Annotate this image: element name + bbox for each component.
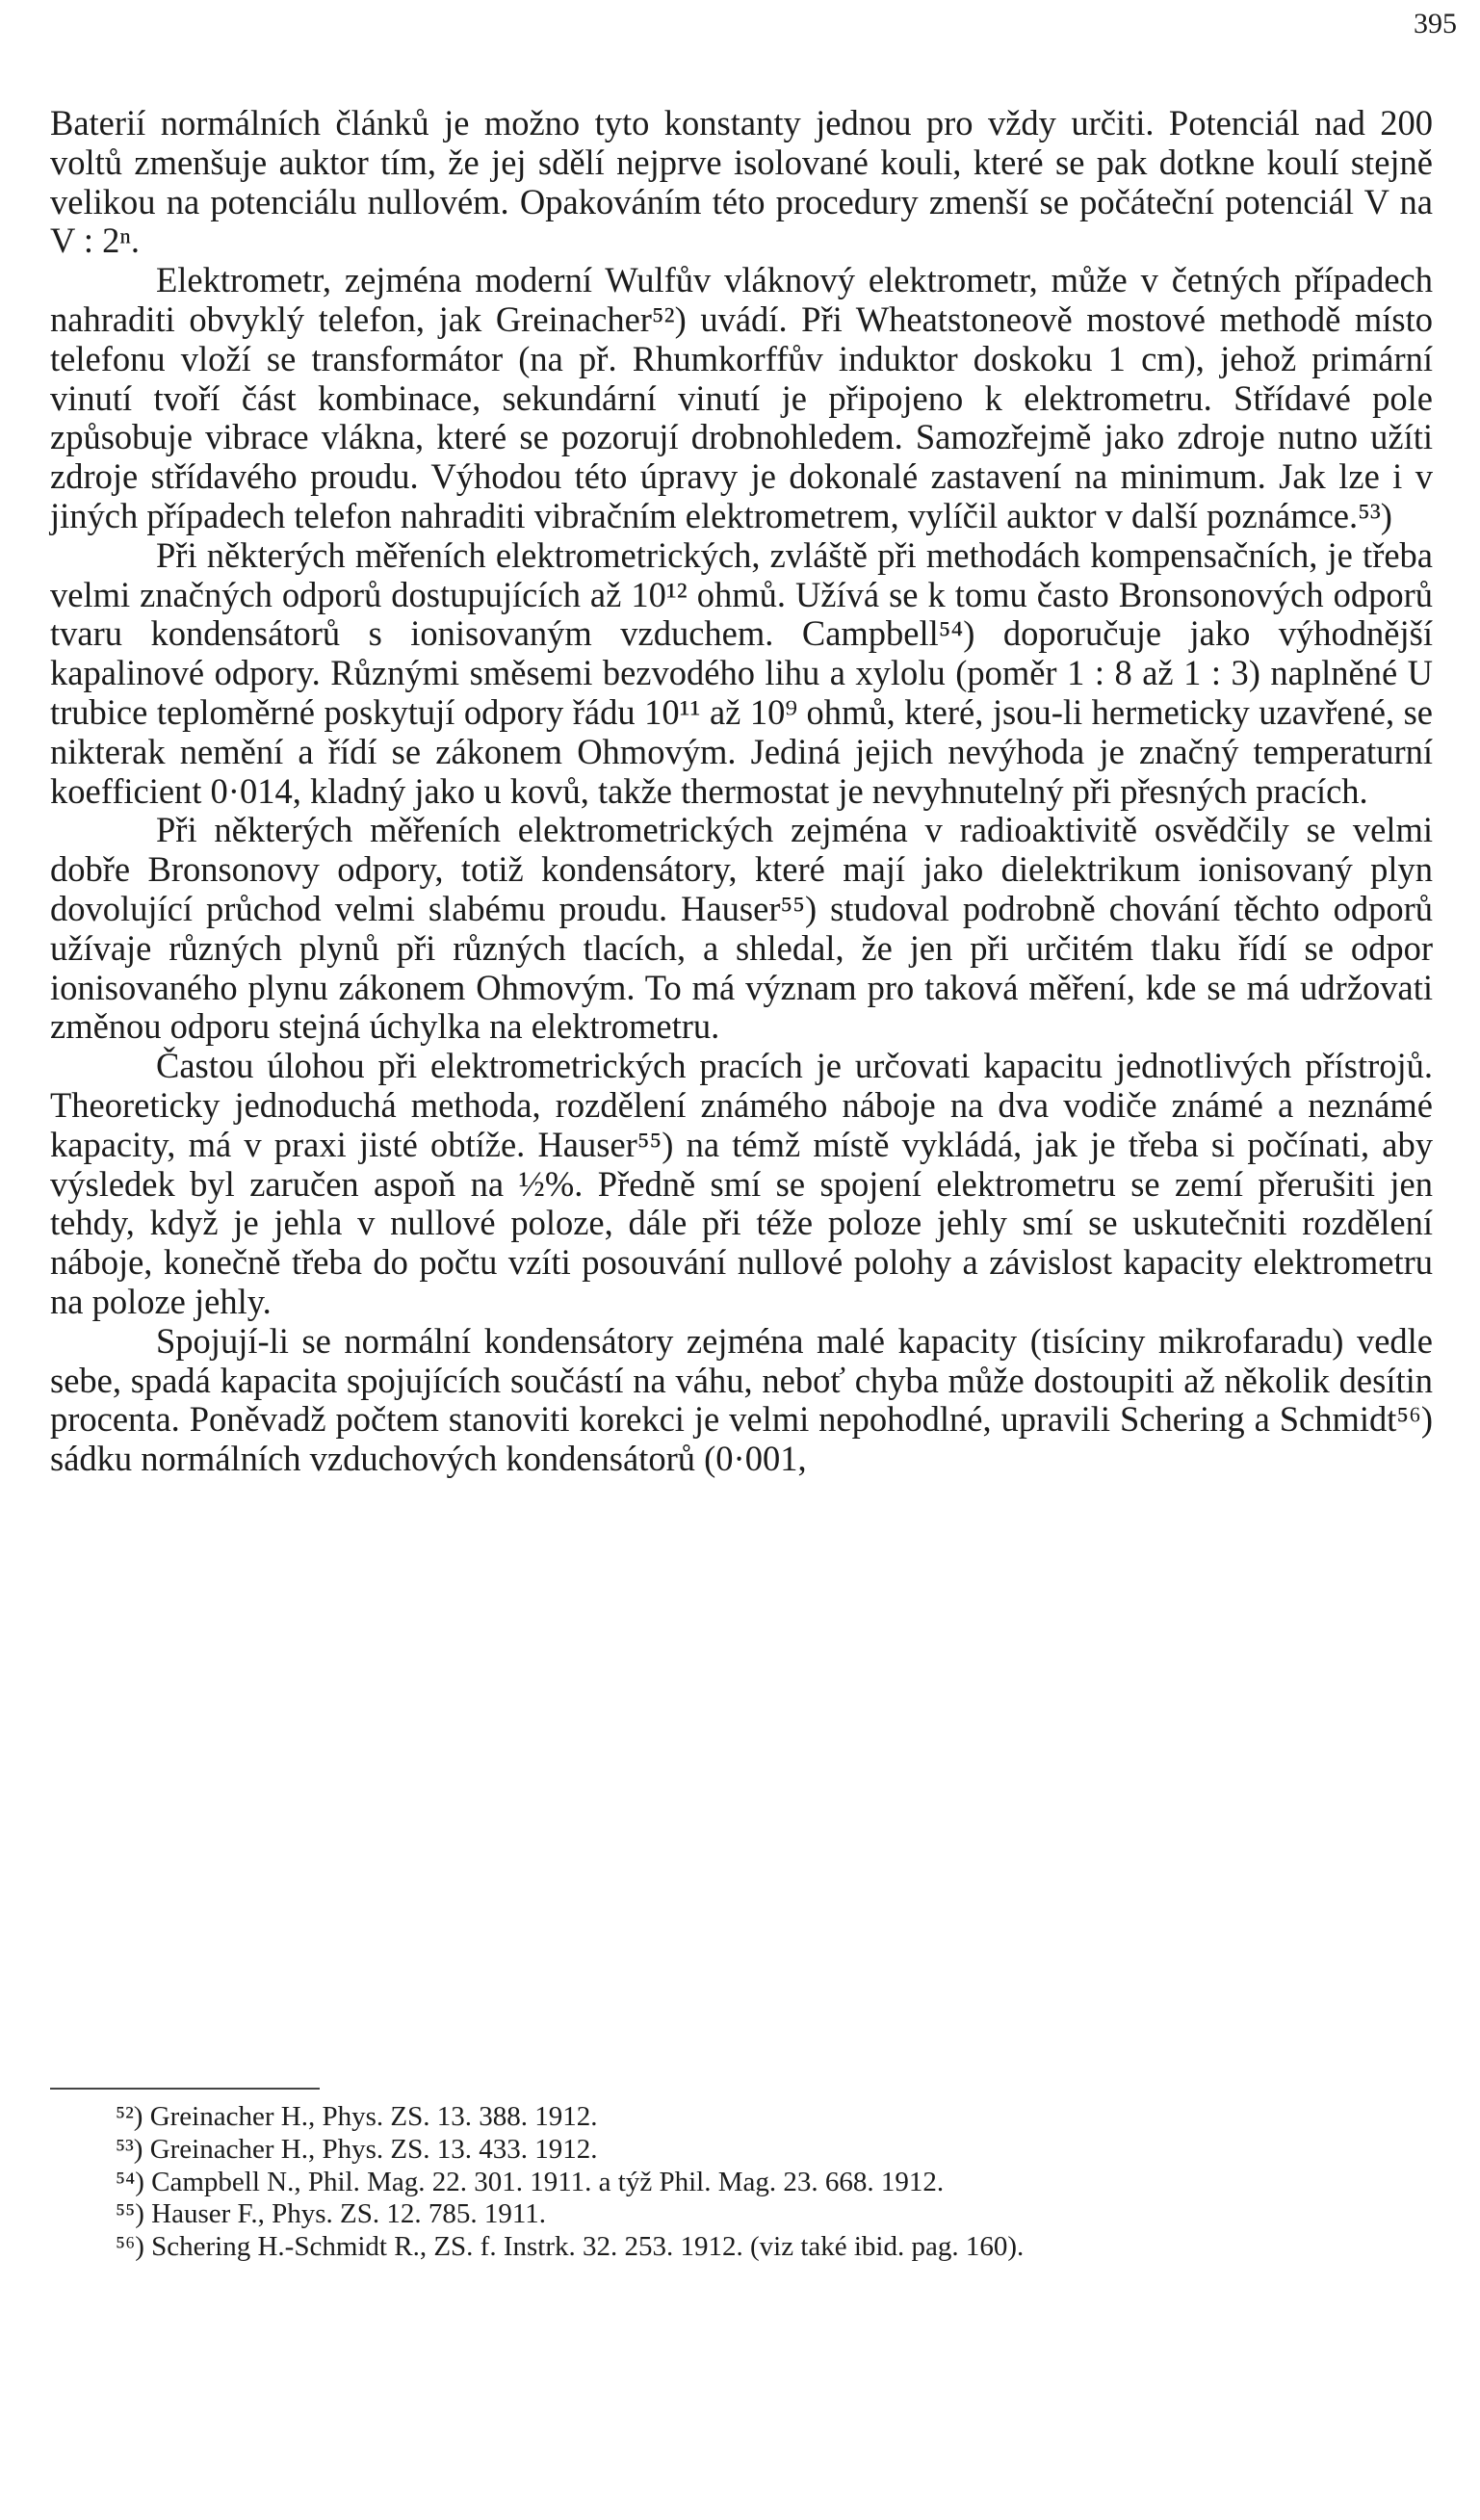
paragraph-2: Elektrometr, zejména moderní Wulfův vláknový elektrometr, může v četných případech nahraditi obvyklý telefon, jak Greinacher⁵²) uvádí. Při Wheatstoneově mostové methodě místo telefonu vloží se transformátor (na př. Rhumkorffův induktor doskoku 1 cm), jehož primární vinutí tvoří část kombinace, sekundární vinutí je připojeno k elektrometru. Střídavé pole způsobuje vibrace vlákna, které se pozorují drobnohledem. Samozřejmě jako zdroje nutno užíti zdroje střídavého proudu. Výhodou této úpravy je dokonalé zastavení na minimum. Jak lze i v jiných případech telefon nahraditi vibračním elektrometrem, vylíčil auktor v další poznámce.⁵³) bbox=[50, 260, 1433, 535]
footnotes bbox=[50, 2101, 1433, 2264]
footnote-55: ⁵⁵) Hauser F., Phys. ZS. 12. 785. 1911. bbox=[116, 2198, 546, 2230]
footnote-divider bbox=[50, 2088, 320, 2090]
footnote-52: ⁵²) Greinacher H., Phys. ZS. 13. 388. 1912. bbox=[116, 2101, 598, 2132]
paragraph-5: Častou úlohou při elektrometrických pracích je určovati kapacitu jednotlivých přístrojů. Theoreticky jednoduchá methoda, rozdělení známého náboje na dva vodiče známé a neznámé kapacity, má v praxi jisté obtíže. Hauser⁵⁵) na témž místě vykládá, jak je třeba si počínati, aby výsledek byl zaručen aspoň na ½%. Předně smí se spojení elektrometru se zemí přerušiti jen tehdy, když je jehla v nullové poloze, dále při téže poloze jehly smí se uskutečniti rozdělení náboje, konečně třeba do počtu vzíti posouvání nullové polohy a závislost kapacity elektrometru na poloze jehly. bbox=[50, 1046, 1433, 1321]
body-text bbox=[50, 104, 1433, 1479]
paragraph-3: Při některých měřeních elektrometrických, zvláště při methodách kompensačních, je třeba velmi značných odporů dostupujících až 10¹² ohmů. Užívá se k tomu často Bronsonových odporů tvaru kondensátorů s ionisovaným vzduchem. Campbell⁵⁴) doporučuje jako výhodnější kapalinové odpory. Různými směsemi bezvodého lihu a xylolu (poměr 1 : 8 až 1 : 3) naplněné U trubice teploměrné poskytují odpory řádu 10¹¹ až 10⁹ ohmů, které, jsou-li hermeticky uzavřené, se nikterak nemění a řídí se zákonem Ohmovým. Jediná jejich nevýhoda je značný temperaturní koefficient 0·014, kladný jako u kovů, takže thermostat je nevyhnutelný při přesných pracích. bbox=[50, 534, 1433, 811]
footnote-53: ⁵³) Greinacher H., Phys. ZS. 13. 433. 1912. bbox=[116, 2133, 598, 2165]
paragraph-6: Spojují-li se normální kondensátory zejména malé kapacity (tisíciny mikrofaradu) vedle sebe, spadá kapacita spojujících součástí na váhu, neboť chyba může dostoupiti až několik desítin procenta. Poněvadž počtem stanoviti korekci je velmi nepohodlné, upravili Schering a Schmidt⁵⁶) sádku normálních vzduchových kondensátorů (0·001, bbox=[50, 1320, 1433, 1479]
paragraph-1: Baterií normálních článků je možno tyto konstanty jednou pro vždy určiti. Potenciál nad 200 voltů zmenšuje auktor tím, že jej sdělí nejprve isolované kouli, které se pak dotkne koulí stejně velikou na potenciálu nullovém. Opakováním této procedury zmenší se počáteční potenciál V na V : 2ⁿ. bbox=[50, 103, 1433, 261]
paragraph-4: Při některých měřeních elektrometrických zejména v radioaktivitě osvědčily se velmi dobře Bronsonovy odpory, totiž kondensátory, které mají jako dielektrikum ionisovaný plyn dovolující průchod velmi slabému proudu. Hauser⁵⁵) studoval podrobně chování těchto odporů užívaje různých plynů při různých tlacích, a shledal, že jen při určitém tlaku řídí se odpor ionisovaného plynu zákonem Ohmovým. To má význam pro taková měření, kde se má udržovati změnou odporu stejná úchylka na elektrometru. bbox=[50, 810, 1433, 1047]
footnote-54: ⁵⁴) Campbell N., Phil. Mag. 22. 301. 1911. a týž Phil. Mag. 23. 668. 1912. bbox=[116, 2166, 945, 2197]
page-number: 395 bbox=[1414, 8, 1457, 39]
footnote-56: ⁵⁶) Schering H.-Schmidt R., ZS. f. Instrk. 32. 253. 1912. (viz také ibid. pag. 160). bbox=[116, 2231, 1025, 2263]
